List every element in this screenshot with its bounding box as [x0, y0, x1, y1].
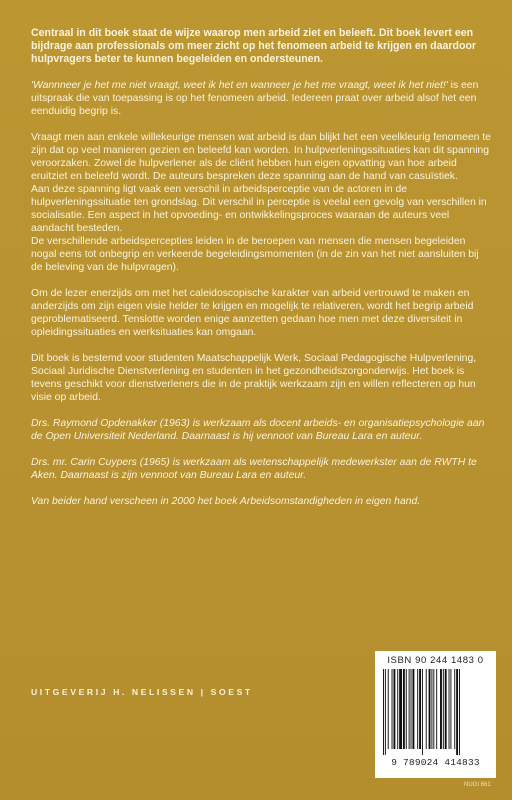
- author-bio-1: Drs. Raymond Opdenakker (1963) is werkzaam als docent arbeids- en organisatiepsychologie aan de Open Universiteit Nederland. Daarnaast is hij vennoot van Bureau Lara en auteur.: [31, 418, 485, 442]
- barcode-bar: [445, 669, 447, 749]
- barcode-bar: [440, 669, 442, 749]
- barcode-bar: [450, 669, 451, 749]
- paragraph-1: Vraagt men aan enkele willekeurige mensen wat arbeid is dan blijkt het een veelkleurig fenomeen te zijn dat op veel manieren gezien en beleefd kan worden. In hulpverleningssituaties kan dit spanning veroorzaken. Zowel de hulpverlener als de cliënt hebben hun eigen opvatting van hoe arbeid eruitziet en beleefd wordt. De auteurs bespreken deze spanning aan de hand van casuïstiek.: [31, 132, 491, 182]
- author-bio-2: Drs. mr. Carin Cuypers (1965) is werkzaam als wetenschappelijk medewerkster aan de RWTH te Aken. Daarnaast is zijn vennoot van Bureau Lara en auteur.: [31, 457, 477, 481]
- barcode-bar: [409, 669, 410, 749]
- quote-follow-text: is een uitspraak die van toepassing is op het fenomeen arbeid. Iedereen praat over arbeid alsof het een eenduidig begrip is.: [31, 80, 479, 117]
- isbn-label: ISBN 90 244 1483 0: [387, 655, 484, 666]
- quote-paragraph: [31, 79, 493, 118]
- paragraph-4: Om de lezer enerzijds om met het caleidoscopische karakter van arbeid vertrouwd te maken en anderzijds om zijn eigen visie helder te krijgen en mogelijk te relativeren, wordt het begrip arbeid geproblematiseerd. Tenslotte worden enige aanzetten gedaan hoe men met deze diversiteit in opleidingssituaties en werksituaties kan omgaan.: [31, 288, 474, 338]
- barcode-bar: [397, 669, 398, 749]
- barcode-bar: [403, 669, 405, 749]
- author-bio-3: Van beider hand verscheen in 2000 het boek Arbeidsomstandigheden in eigen hand.: [31, 496, 421, 507]
- barcode-bar: [383, 669, 384, 755]
- barcode-panel: [375, 651, 496, 778]
- barcode-bar: [431, 669, 432, 749]
- barcode-bar: [436, 669, 437, 749]
- barcode-bar: [406, 669, 407, 749]
- barcode-bar: [454, 669, 455, 749]
- barcode-bar: [456, 669, 458, 755]
- barcode-bar: [419, 669, 421, 749]
- barcode-bar: [392, 669, 393, 749]
- quote-text: 'Wannneer je het me niet vraagt, weet ik het en wanneer je het me vraagt, weet ik het niet!': [31, 80, 448, 91]
- barcode-bar: [385, 669, 386, 755]
- barcode-bar: [429, 669, 431, 749]
- barcode-bar: [449, 669, 450, 749]
- paragraph-5: Dit boek is bestemd voor studenten Maatschappelijk Werk, Sociaal Pedagogische Hulpverlening, Sociaal Juridische Dienstverlening en studenten in het gezondheidszorgonderwijs. Het boek is tevens geschikt voor dienstverleners die in de praktijk werkzaam zijn en willen reflecteren op hun visie op arbeid.: [31, 353, 477, 403]
- barcode-bar: [412, 669, 414, 749]
- barcode-bar: [443, 669, 444, 749]
- barcode-bar: [399, 669, 402, 749]
- barcode-bar: [426, 669, 427, 749]
- barcode-bar: [411, 669, 412, 749]
- barcode-bar: [433, 669, 434, 749]
- nugi-code: NUGI 661: [464, 782, 491, 788]
- paragraph-2: Aan deze spanning ligt vaak een verschil in arbeidsperceptie van de actoren in de hulpverleningssituatie ten grondslag. Dit verschil in perceptie is veelal een gevolg van verschillen in socialisatie. Een aspect in het opvoeding- en ontwikkelingsproces waaraan de auteurs veel aandacht besteden.: [31, 184, 487, 234]
- barcode-image: [383, 669, 488, 755]
- paragraph-3: De verschillende arbeidspercepties leiden in de beroepen van mensen die mensen begeleiden nogal eens tot onbegrip en verkeerde begeleidingsmomenten (in de zin van het niet aansluiten bij de beleving van de hulpvragen).: [31, 236, 479, 273]
- publisher-name: UITGEVERIJ H. NELISSEN | SOEST: [31, 687, 253, 697]
- barcode-bar: [393, 669, 395, 749]
- barcode-bar: [422, 669, 423, 755]
- barcode-digits: 9 789024 414833: [391, 757, 480, 768]
- barcode-bar: [388, 669, 389, 749]
- intro-paragraph: Centraal in dit boek staat de wijze waarop men arbeid ziet en beleeft. Dit boek levert een bijdrage aan professionals om meer zicht op het fenomeen arbeid te krijgen en daardoor hulpvragers beter te kunnen begeleiden en ondersteunen.: [31, 27, 477, 65]
- barcode-bar: [459, 669, 460, 755]
- blurb-text: [31, 27, 493, 521]
- barcode-bar: [417, 669, 418, 749]
